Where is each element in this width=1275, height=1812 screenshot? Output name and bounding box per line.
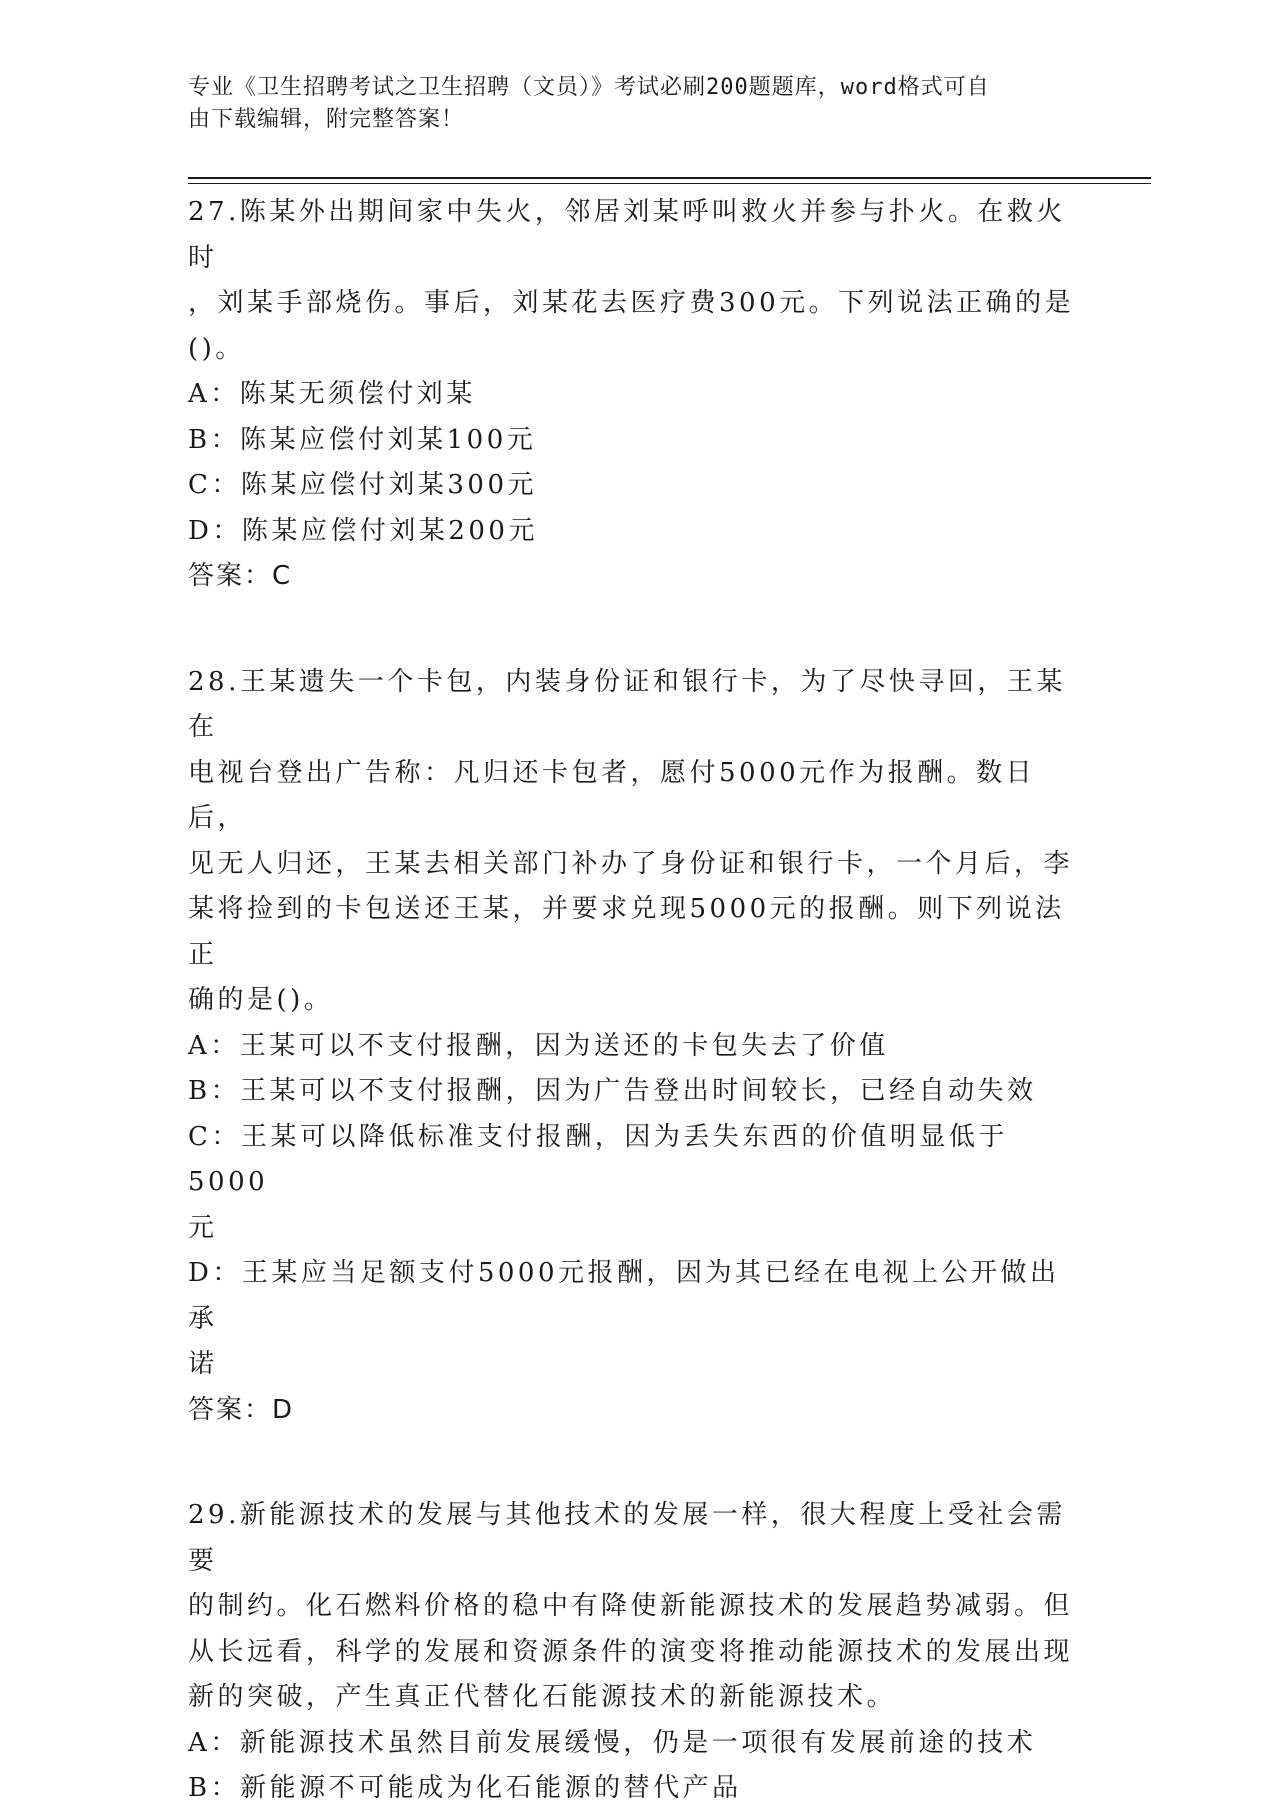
option-d: D：王某应当足额支付5000元报酬，因为其已经在电视上公开做出承 诺 (188, 1258, 1060, 1379)
question-spacer (188, 1433, 1088, 1493)
option-b: B：王某可以不支付报酬，因为广告登出时间较长，已经自动失效 (188, 1076, 1037, 1106)
option-a: A：新能源技术虽然目前发展缓慢，仍是一项很有发展前途的技术 (188, 1727, 1037, 1758)
header-line-2: 由下载编辑，附完整答案！ (188, 107, 465, 132)
option-b: B：新能源不可能成为化石能源的替代产品 (188, 1773, 742, 1803)
option-c: C：王某可以降低标准支付报酬，因为丢失东西的价值明显低于5000 元 (188, 1121, 1008, 1243)
header-rule-thin (188, 183, 1151, 184)
question-stem: 27.陈某外出期间家中失火，邻居刘某呼叫救火并参与扑火。在救火时 ，刘某手部烧伤。事后，刘某花去医疗费300元。下列说法正确的是 ()。 (188, 197, 1075, 364)
header-line-1: 专业《卫生招聘考试之卫生招聘（文员）》考试必刷200题题库，word格式可自 (188, 75, 990, 100)
question-spacer (188, 600, 1088, 660)
header-rule-thick (188, 177, 1151, 179)
question-29 (188, 1493, 1088, 1812)
option-b: B：陈某应偿付刘某100元 (188, 424, 537, 455)
question-list (188, 190, 1088, 1812)
option-a: A：王某可以不支付报酬，因为送还的卡包失去了价值 (188, 1030, 889, 1061)
option-d: D：陈某应偿付刘某200元 (188, 515, 538, 546)
question-28 (188, 660, 1088, 1434)
answer-line: 答案：D (188, 1394, 295, 1425)
answer-line: 答案：C (188, 561, 293, 591)
option-a: A：陈某无须偿付刘某 (188, 379, 476, 409)
question-stem: 29.新能源技术的发展与其他技术的发展一样，很大程度上受社会需要 的制约。化石燃料价格的稳中有降使新能源技术的发展趋势减弱。但 从长远看，科学的发展和资源条件的演变将推动能源技术的发展出现 新的突破，产生真正代替化石能源技术的新能源技术。 (188, 1500, 1074, 1712)
question-stem: 28.王某遗失一个卡包，内装身份证和银行卡，为了尽快寻回，王某在 电视台登出广告称：凡归还卡包者，愿付5000元作为报酬。数日后， 见无人归还，王某去相关部门补办了身份证和银行卡，一个月后，李 某将捡到的卡包送还王某，并要求兑现5000元的报酬。则下列说法正 确的是()。 (188, 666, 1074, 1015)
question-27 (188, 190, 1088, 600)
option-c: C：陈某应偿付刘某300元 (188, 470, 538, 500)
document-header (188, 72, 1068, 136)
